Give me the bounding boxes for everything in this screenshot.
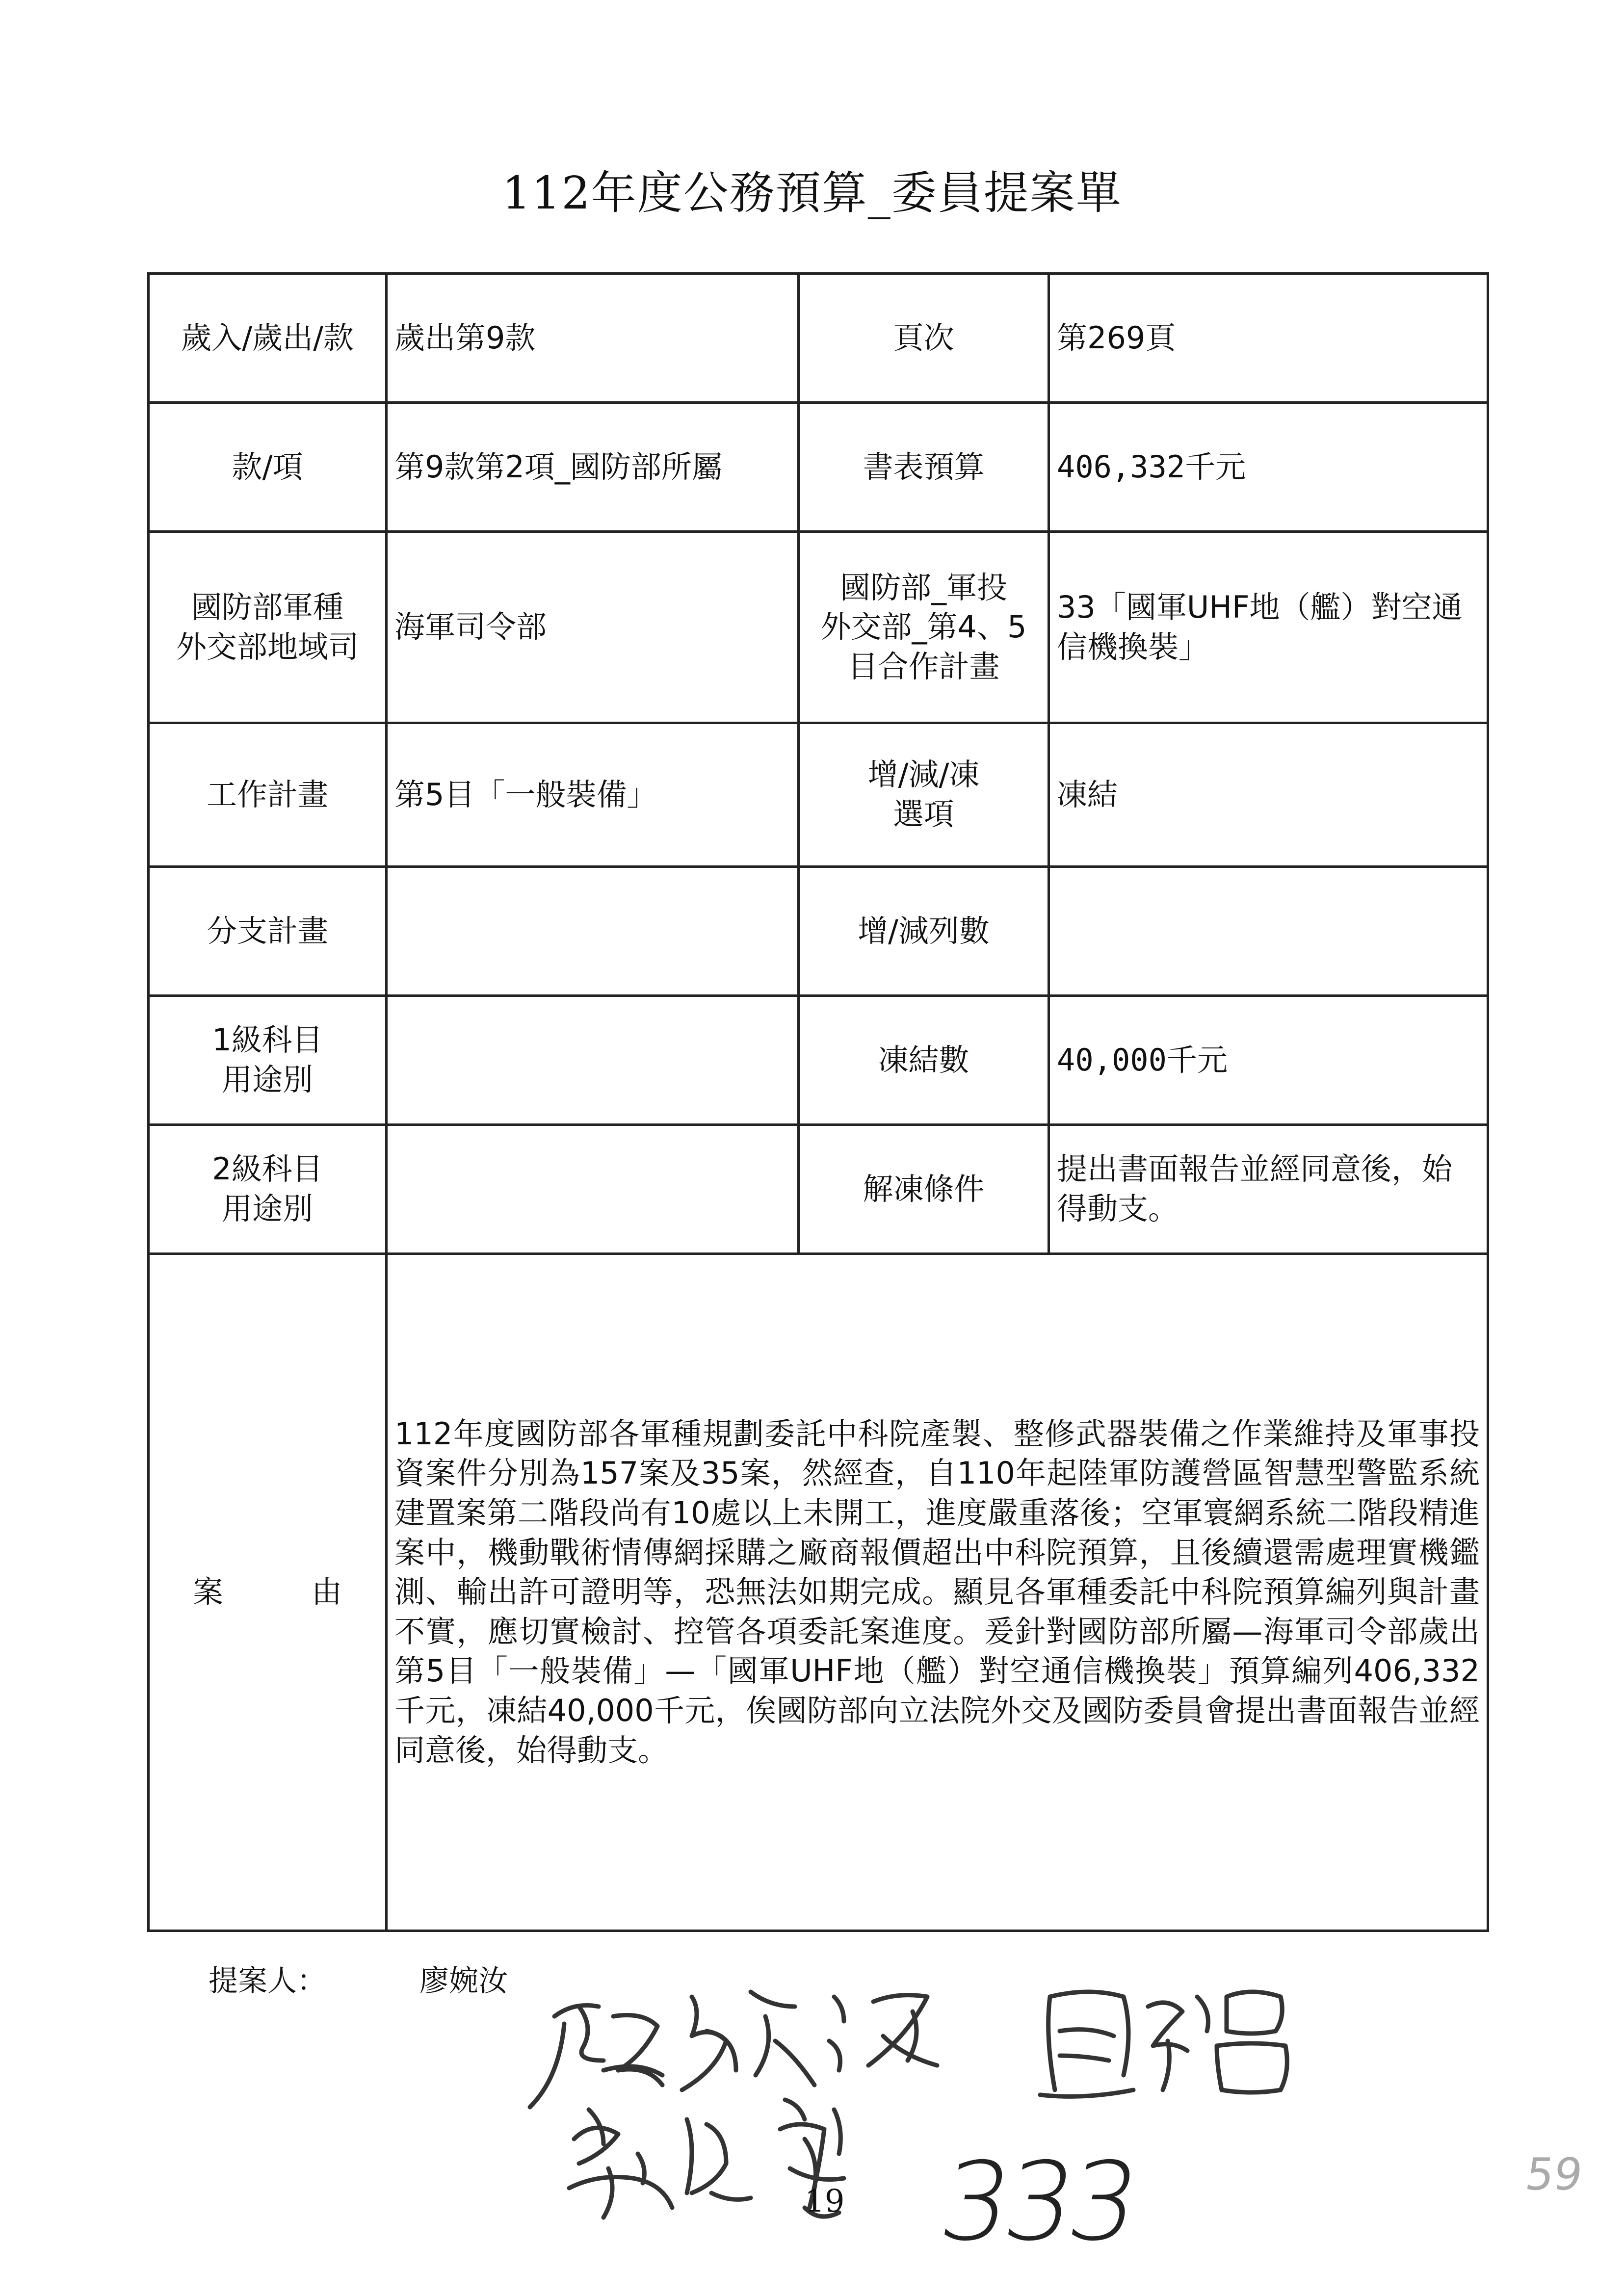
- reason-text: 112年度國防部各軍種規劃委託中科院產製、整修武器裝備之作業維持及軍事投資案件分別為157案及35案，然經查，自110年起陸軍防護營區智慧型警監系統建置案第二階段尚有10處以上未開工，進度嚴重落後；空軍寰網系統二階段精進案中，機動戰術情傳網採購之廠商報價超出中科院預算，且後續還需處理實機鑑測、輸出許可證明等，恐無法如期完成。顯見各軍種委託中科院預算編列與計畫不實，應切實檢討、控管各項委託案進度。爰針對國防部所屬—海軍司令部歲出第5目「一般裝備」—「國軍UHF地（艦）對空通信機換裝」預算編列406,332千元，凍結40,000千元，俟國防部向立法院外交及國防委員會提出書面報告並經同意後，始得動支。: [387, 1254, 1488, 1931]
- field-value: [387, 867, 799, 996]
- table-row: [149, 996, 1488, 1125]
- field-label: 分支計畫: [149, 867, 387, 996]
- field-label: 凍結數: [799, 996, 1049, 1125]
- table-row: [149, 403, 1488, 532]
- field-value: 第5目「一般裝備」: [387, 723, 799, 867]
- field-label: 增/減列數: [799, 867, 1049, 996]
- field-label: 解凍條件: [799, 1125, 1049, 1254]
- stamp-number: 59: [1522, 2149, 1586, 2200]
- table-row: [149, 867, 1488, 996]
- field-value: [387, 1125, 799, 1254]
- field-value: [387, 996, 799, 1125]
- field-value: 提出書面報告並經同意後，始得動支。: [1049, 1125, 1488, 1254]
- reason-label: [149, 1254, 387, 1931]
- table-row: [149, 1125, 1488, 1254]
- field-value: 33「國軍UHF地（艦）對空通信機換裝」: [1049, 532, 1488, 723]
- field-value: 凍結: [1049, 723, 1488, 867]
- proposer-label: 提案人：: [209, 1964, 326, 1998]
- field-value: 歲出第9款: [387, 274, 799, 403]
- proposal-table: [147, 272, 1489, 1932]
- table-row: [149, 532, 1488, 723]
- field-label: 歲入/歲出/款: [149, 274, 387, 403]
- field-label: 書表預算: [799, 403, 1049, 532]
- handwritten-number: 333: [931, 2139, 1145, 2265]
- field-label: 增/減/凍 選項: [799, 723, 1049, 867]
- field-label: 2級科目 用途別: [149, 1125, 387, 1254]
- field-label: 頁次: [799, 274, 1049, 403]
- field-label: 國防部軍種 外交部地域司: [149, 532, 387, 723]
- field-value: 第269頁: [1049, 274, 1488, 403]
- field-label: 國防部_軍投 外交部_第4、5 目合作計畫: [799, 532, 1049, 723]
- field-value: 第9款第2項_國防部所屬: [387, 403, 799, 532]
- field-value: 海軍司令部: [387, 532, 799, 723]
- field-value: 406,332千元: [1049, 403, 1488, 532]
- page-number: 19: [805, 2183, 845, 2219]
- field-label: 款/項: [149, 403, 387, 532]
- reason-label-a: 案: [192, 1574, 223, 1610]
- field-label: 1級科目 用途別: [149, 996, 387, 1125]
- proposer-name: 廖婉汝: [419, 1964, 508, 1998]
- field-label: 工作計畫: [149, 723, 387, 867]
- table-row: [149, 723, 1488, 867]
- field-value: [1049, 867, 1488, 996]
- form-title: 112年度公務預算_委員提案單: [502, 167, 1122, 219]
- table-row-reason: [149, 1254, 1488, 1931]
- reason-label-b: 由: [312, 1574, 342, 1610]
- table-row: [149, 274, 1488, 403]
- field-value: 40,000千元: [1049, 996, 1488, 1125]
